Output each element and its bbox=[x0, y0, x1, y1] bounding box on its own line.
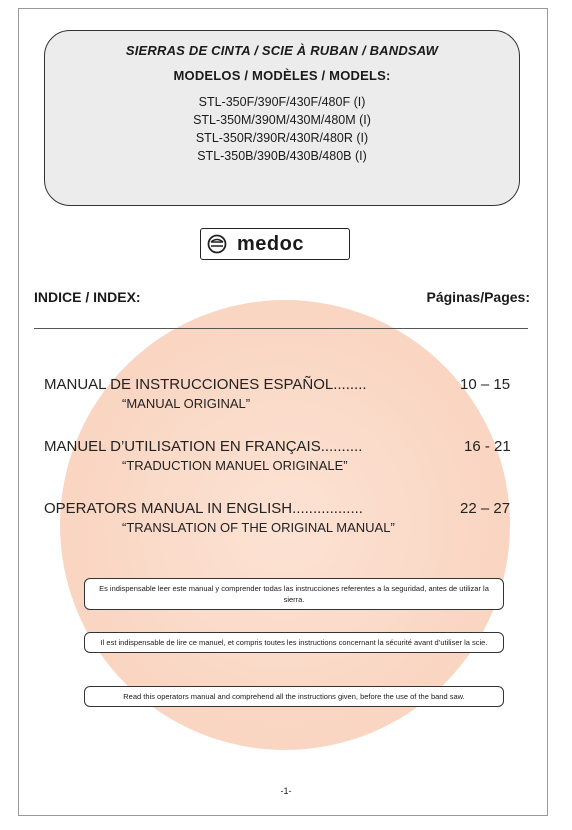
product-title: SIERRAS DE CINTA / SCIE À RUBAN / BANDSAW bbox=[125, 43, 439, 58]
entry-subtitle: “TRADUCTION MANUEL ORIGINALE” bbox=[122, 458, 348, 473]
entry-subtitle: “MANUAL ORIGINAL” bbox=[122, 396, 251, 411]
medoc-logo-icon bbox=[207, 234, 227, 254]
models-heading: MODELOS / MODÈLES / MODELS: bbox=[173, 68, 391, 83]
entry-subtitle: “TRANSLATION OF THE ORIGINAL MANUAL” bbox=[122, 520, 395, 535]
model-line: STL-350M/390M/430M/480M (I) bbox=[193, 113, 371, 127]
divider bbox=[34, 328, 528, 329]
entry-title: MANUAL DE INSTRUCCIONES ESPAÑOL........ bbox=[44, 376, 367, 393]
pages-heading: Páginas/Pages: bbox=[426, 289, 530, 305]
entry-pages: 10 – 15 bbox=[460, 376, 511, 393]
model-line: STL-350F/390F/430F/480F (I) bbox=[198, 95, 366, 109]
title-box bbox=[44, 30, 520, 206]
notice-english: Read this operators manual and comprehend all the instructions given, before the use of the band saw. bbox=[84, 686, 504, 707]
entry-title: OPERATORS MANUAL IN ENGLISH................. bbox=[44, 500, 363, 517]
brand-name: medoc bbox=[237, 232, 304, 255]
model-line: STL-350R/390R/430R/480R (I) bbox=[195, 131, 369, 145]
index-heading: INDICE / INDEX: bbox=[34, 289, 141, 305]
model-list bbox=[45, 93, 519, 165]
page-number: -1- bbox=[280, 786, 292, 796]
brand-logo bbox=[200, 228, 350, 260]
entry-pages: 22 – 27 bbox=[460, 500, 511, 517]
entry-pages: 16 - 21 bbox=[464, 438, 511, 455]
notice-french: Il est indispensable de lire ce manuel, et compris toutes les instructions concernant la sécurité avant d’utiliser la scie. bbox=[84, 632, 504, 653]
notice-spanish: Es indispensable leer este manual y comprender todas las instrucciones referentes a la seguridad, antes de utilizar la sierra. bbox=[84, 578, 504, 610]
entry-title: MANUEL D’UTILISATION EN FRANÇAIS.......... bbox=[44, 438, 363, 455]
model-line: STL-350B/390B/430B/480B (I) bbox=[197, 149, 367, 163]
